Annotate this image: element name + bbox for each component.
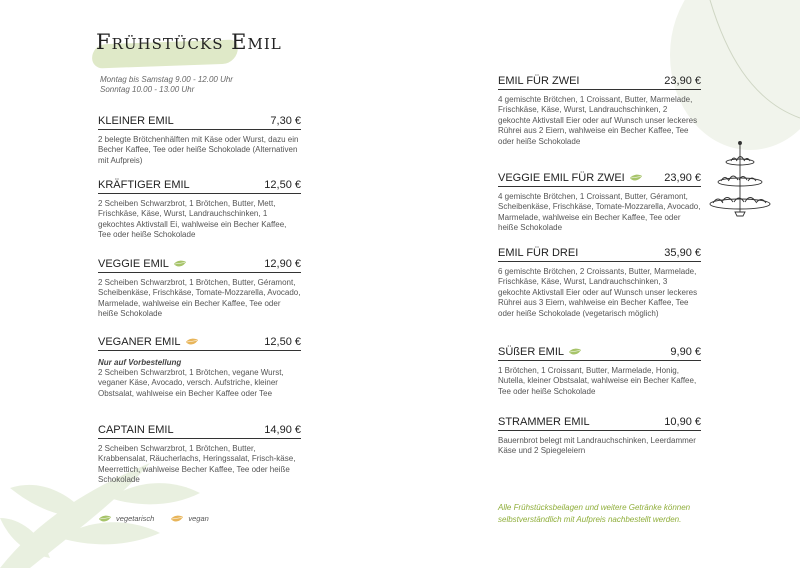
menu-item-description: Bauernbrot belegt mit Landrauchschinken, Leerdammer Käse und 2 Spiegeleiern [498, 436, 696, 456]
menu-item-name: VEGGIE EMIL [98, 258, 187, 270]
menu-item-name: CAPTAIN EMIL [98, 424, 174, 436]
menu-item-price: 9,90 € [670, 346, 701, 358]
menu-item-description: 6 gemischte Brötchen, 2 Croissants, Butter, Marmelade, Frischkäse, Käse, Wurst, Landrauchschinken, 3 gekochte Aktivstall Eier oder auf Wunsch unser leckeres Rührei aus 3 Eiern, wahlweise ein Becher Kaffee, Tee oder heiße Schokolade (vegetarisch möglich) [498, 267, 698, 318]
menu-item-name: KLEINER EMIL [98, 115, 174, 127]
menu-item-header [98, 177, 301, 194]
menu-item-name: EMIL FÜR DREI [498, 247, 579, 259]
menu-item-description: 4 gemischte Brötchen, 1 Croissant, Butter, Marmelade, Frischkäse, Käse, Wurst, Landrauchschinken, 2 gekochte Aktivstall Eier oder auf Wunsch unser leckeres Rührei aus 2 Eiern, wahlweise ein Becher Kaffee, Tee oder heiße Schokolade [498, 95, 698, 146]
decorative-curve [690, 0, 800, 130]
menu-item [98, 177, 301, 241]
menu-item-header [498, 344, 701, 361]
menu-item-header [498, 73, 701, 90]
vegetarian-leaf-icon [568, 348, 582, 356]
menu-item-header [98, 422, 301, 439]
menu-item-description: 2 belegte Brötchenhälften mit Käse oder Wurst, dazu ein Becher Kaffee, Tee oder heiße Schokolade (Alternativen mit Aufpreis) [98, 135, 299, 165]
menu-item-header [98, 256, 301, 273]
menu-item [98, 334, 301, 399]
menu-item-name: STRAMMER EMIL [498, 416, 590, 428]
menu-title-block [96, 30, 282, 70]
menu-item-price: 23,90 € [664, 172, 701, 184]
vegetarian-leaf-icon [98, 515, 112, 523]
menu-item [498, 245, 701, 319]
vegan-leaf-icon [170, 515, 184, 523]
menu-item-price: 12,50 € [264, 336, 301, 348]
etagere-cake-stand-illustration [707, 140, 773, 220]
menu-item [498, 73, 701, 147]
menu-item-price: 35,90 € [664, 247, 701, 259]
menu-item-price: 14,90 € [264, 424, 301, 436]
menu-item [498, 414, 701, 457]
vegan-leaf-icon [185, 338, 199, 346]
menu-item-description: 2 Scheiben Schwarzbrot, 1 Brötchen, vegane Wurst, veganer Käse, Avocado, versch. Aufstriche, kleiner Obstsalat, wahlweise ein Becher Kaffee oder Tee [98, 368, 284, 398]
legend-vegetarian-label: vegetarisch [116, 514, 155, 523]
menu-item-description: 4 gemischte Brötchen, 1 Croissant, Butter, Géramont, Scheibenkäse, Frischkäse, Tomate-Mozzarella, Avocado, Marmelade, wahlweise ein Becher Kaffee, Tee oder heiße Schokolade [498, 192, 701, 233]
menu-item [98, 422, 301, 486]
menu-item-header [498, 245, 701, 262]
menu-item-name: EMIL FÜR ZWEI [498, 75, 580, 87]
menu-item-header [498, 414, 701, 431]
menu-item-price: 23,90 € [664, 75, 701, 87]
menu-item-header [98, 113, 301, 130]
menu-item-price: 12,90 € [264, 258, 301, 270]
opening-hours-sunday: Sonntag 10.00 - 13.00 Uhr [100, 85, 195, 94]
menu-item [98, 256, 301, 320]
menu-item-description: 2 Scheiben Schwarzbrot, 1 Brötchen, Butter, Géramont, Scheibenkäse, Frischkäse, Tomate-Mozzarella, Avocado, Marmelade, wahlweise ein Becher Kaffee, Tee oder heiße Schokolade [98, 278, 301, 319]
menu-item-price: 12,50 € [264, 179, 301, 191]
menu-item-name: KRÄFTIGER EMIL [98, 179, 190, 191]
menu-item [98, 113, 301, 166]
legend-vegan-label: vegan [188, 514, 209, 523]
menu-item-description: 2 Scheiben Schwarzbrot, 1 Brötchen, Butter, Mett, Frischkäse, Käse, Wurst, Landrauchschinken, 1 gekochtes Aktivstall Ei, wahlweise ein Becher Kaffee, Tee oder heiße Schokolade [98, 199, 287, 240]
menu-item-name: VEGANER EMIL [98, 336, 199, 348]
opening-hours-weekdays: Montag bis Samstag 9.00 - 12.00 Uhr [100, 75, 233, 84]
vegetarian-leaf-icon [173, 260, 187, 268]
menu-item-preorder-note: Nur auf Vorbestellung [98, 358, 182, 367]
menu-item-price: 10,90 € [664, 416, 701, 428]
menu-item-header [98, 334, 301, 351]
menu-item-description: 2 Scheiben Schwarzbrot, 1 Brötchen, Butter, Krabbensalat, Räucherlachs, Heringssalat, Frisch-käse, Meerrettich, wahlweise Becher Kaffee, Tee oder heiße Schokolade [98, 444, 296, 485]
diet-legend [98, 514, 209, 523]
menu-title: Frühstücks Emil [96, 30, 282, 54]
menu-item-header [498, 170, 701, 187]
vegetarian-leaf-icon [629, 174, 643, 182]
menu-item-price: 7,30 € [270, 115, 301, 127]
menu-item-name: SÜßER EMIL [498, 346, 582, 358]
menu-item-name: VEGGIE EMIL FÜR ZWEI [498, 172, 643, 184]
opening-hours [100, 75, 233, 95]
menu-item [498, 170, 701, 234]
footer-note: Alle Frühstücksbeilagen und weitere Getränke können selbstverständlich mit Aufpreis nachbestellt werden. [498, 503, 691, 524]
menu-item-description: 1 Brötchen, 1 Croissant, Butter, Marmelade, Honig, Nutella, kleiner Obstsalat, wahlweise ein Becher Kaffee, Tee oder heiße Schokolade [498, 366, 697, 396]
menu-item [498, 344, 701, 397]
